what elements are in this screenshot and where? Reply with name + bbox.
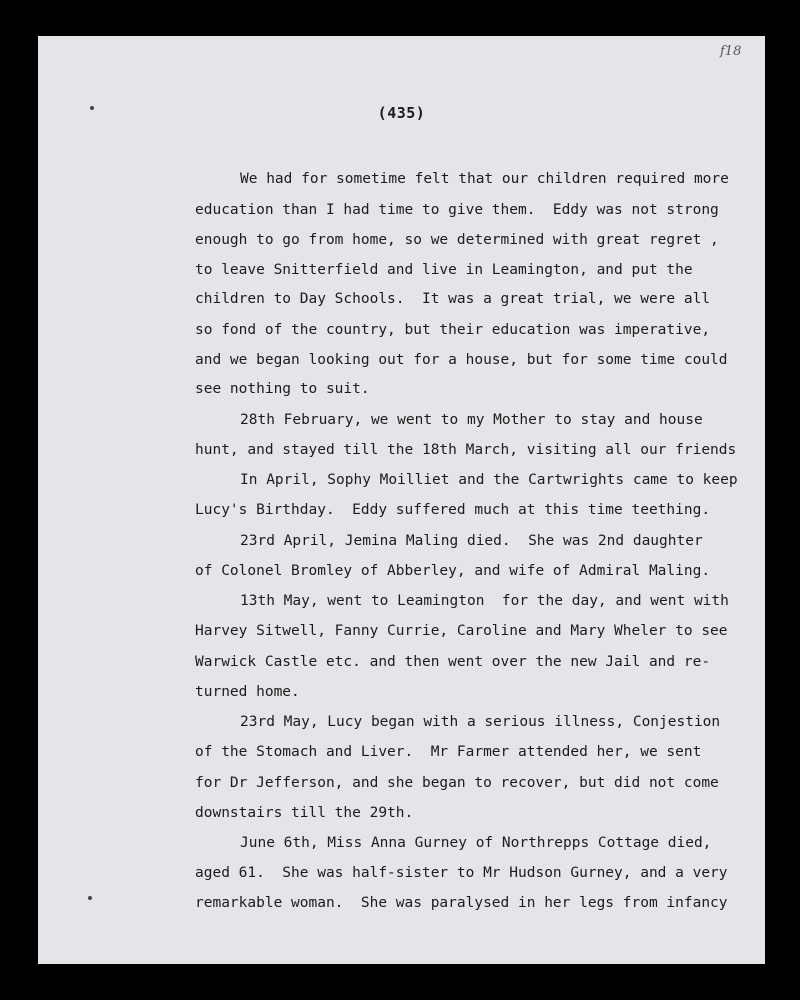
text-line: so fond of the country, but their education was imperative,: [195, 322, 711, 338]
punch-mark: [88, 896, 92, 900]
text-line: remarkable woman. She was paralysed in her legs from infancy: [195, 895, 728, 911]
text-line: enough to go from home, so we determined with great regret ,: [195, 232, 719, 248]
text-line: hunt, and stayed till the 18th March, visiting all our friends: [195, 442, 737, 458]
text-line: to leave Snitterfield and live in Leamington, and put the: [195, 262, 693, 278]
text-line: of the Stomach and Liver. Mr Farmer attended her, we sent: [195, 744, 702, 760]
text-line: Warwick Castle etc. and then went over the new Jail and re-: [195, 654, 711, 670]
text-line: 13th May, went to Leamington for the day, and went with: [240, 593, 729, 609]
document-page: [38, 36, 765, 964]
text-line: We had for sometime felt that our children required more: [240, 171, 729, 187]
text-line: turned home.: [195, 684, 300, 700]
text-line: downstairs till the 29th.: [195, 805, 414, 821]
text-line: of Colonel Bromley of Abberley, and wife of Admiral Maling.: [195, 563, 711, 579]
text-line: see nothing to suit.: [195, 381, 370, 397]
text-line: for Dr Jefferson, and she began to recover, but did not come: [195, 775, 719, 791]
text-line: children to Day Schools. It was a great trial, we were all: [195, 291, 711, 307]
text-line: 23rd April, Jemina Maling died. She was 2nd daughter: [240, 533, 703, 549]
page-number: (435): [377, 104, 426, 122]
text-line: aged 61. She was half-sister to Mr Hudson Gurney, and a very: [195, 865, 728, 881]
punch-mark: [90, 106, 94, 110]
text-line: Harvey Sitwell, Fanny Currie, Caroline and Mary Wheler to see: [195, 623, 728, 639]
text-line: education than I had time to give them. Eddy was not strong: [195, 202, 719, 218]
text-line: In April, Sophy Moilliet and the Cartwrights came to keep: [240, 472, 738, 488]
text-line: and we began looking out for a house, but for some time could: [195, 352, 728, 368]
text-line: June 6th, Miss Anna Gurney of Northrepps Cottage died,: [240, 835, 712, 851]
text-line: 28th February, we went to my Mother to stay and house: [240, 412, 703, 428]
folio-number: f18: [720, 44, 742, 59]
text-line: 23rd May, Lucy began with a serious illness, Conjestion: [240, 714, 721, 730]
text-line: Lucy's Birthday. Eddy suffered much at this time teething.: [195, 502, 711, 518]
